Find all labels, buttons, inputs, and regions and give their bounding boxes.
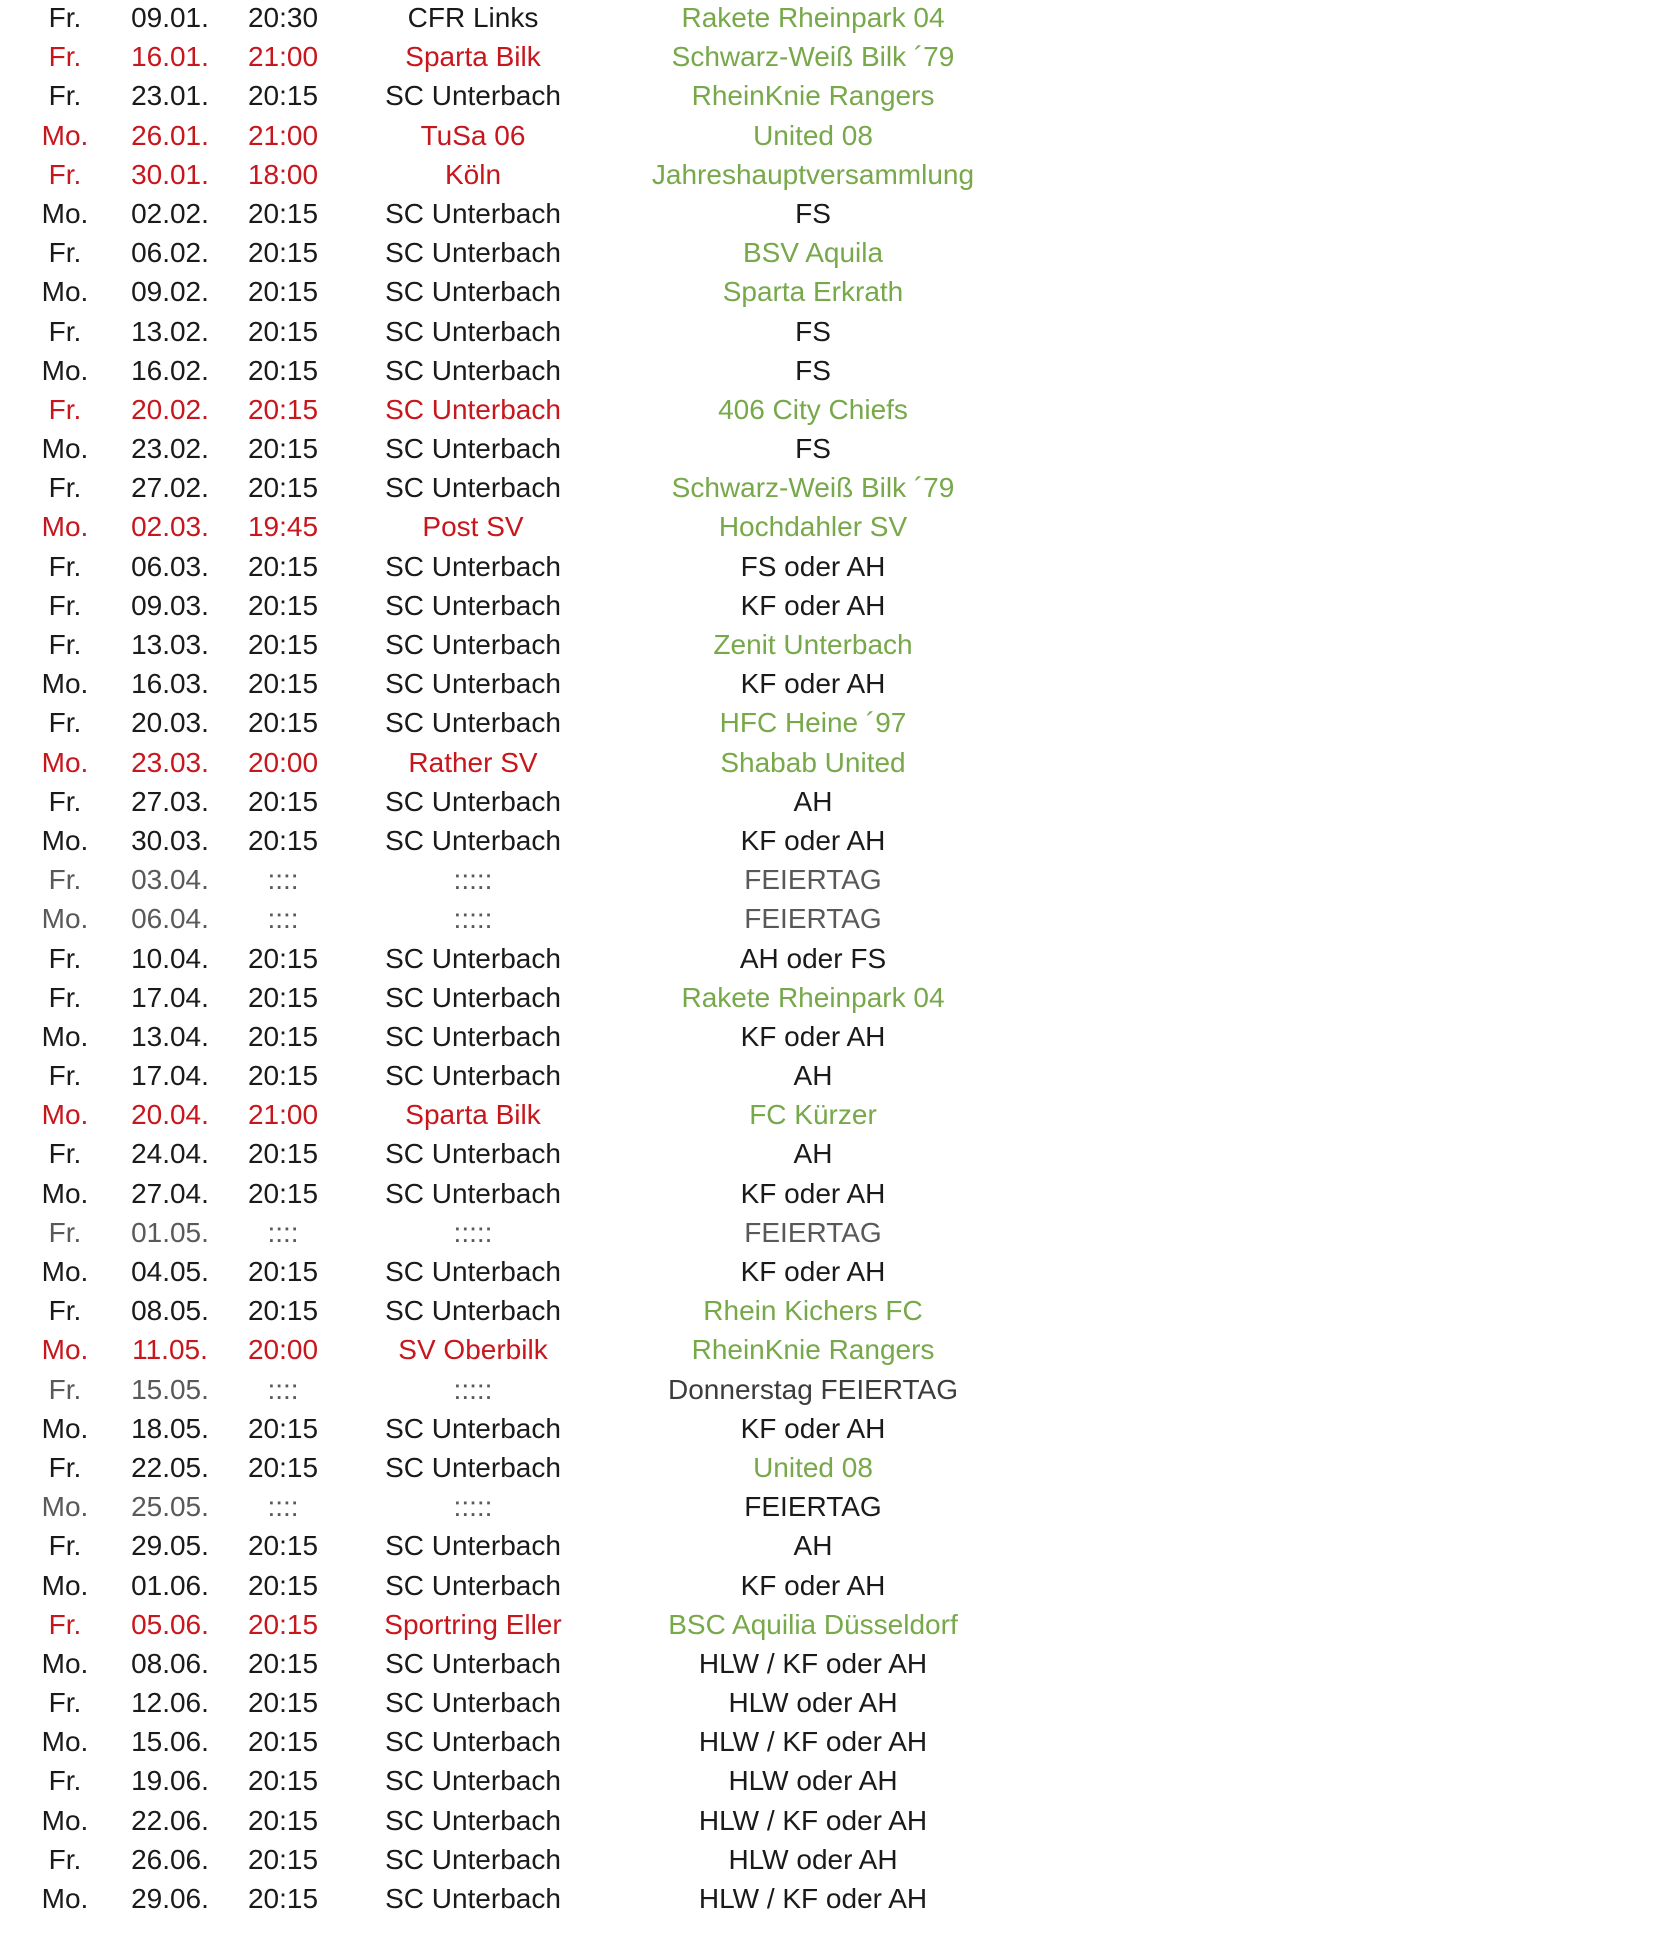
date-cell: 13.03. xyxy=(131,629,209,660)
opponent-cell: FS xyxy=(795,433,831,465)
date-cell: 30.01. xyxy=(131,158,209,190)
schedule-row xyxy=(0,627,1653,666)
date-cell: 17.04. xyxy=(131,981,209,1013)
schedule-row xyxy=(0,470,1653,509)
time-cell: 20:15 xyxy=(247,472,319,504)
opponent-cell: FC Kürzer xyxy=(749,1099,877,1131)
weekday-cell: Fr. xyxy=(48,707,82,739)
location-cell: SC Unterbach xyxy=(385,1804,561,1836)
opponent-cell: KF oder AH xyxy=(740,1177,886,1209)
schedule-row xyxy=(0,509,1653,548)
time-cell: 18:00 xyxy=(247,158,319,190)
weekday-cell: Fr. xyxy=(48,1530,82,1562)
location-cell: SC Unterbach xyxy=(385,1177,561,1209)
weekday-cell: Mo. xyxy=(41,1569,89,1601)
date-cell: 22.06. xyxy=(131,1804,209,1836)
location-cell: ::::: xyxy=(453,903,493,935)
schedule-row xyxy=(0,1842,1653,1881)
time-cell: 20:15 xyxy=(247,785,319,817)
time-cell: 20:15 xyxy=(247,1608,319,1640)
schedule-row xyxy=(0,862,1653,901)
opponent-cell: KF oder AH xyxy=(740,824,886,856)
weekday-cell: Mo. xyxy=(41,511,89,543)
location-cell: Sparta Bilk xyxy=(405,1099,541,1131)
opponent-cell: FS xyxy=(795,197,831,229)
weekday-cell: Fr. xyxy=(48,158,82,190)
schedule-row xyxy=(0,353,1653,392)
schedule-row xyxy=(0,235,1653,274)
schedule-row xyxy=(0,941,1653,980)
date-cell: 30.03. xyxy=(131,824,209,856)
time-cell: 21:00 xyxy=(247,119,319,151)
time-cell: 21:00 xyxy=(247,41,319,73)
date-cell: 02.02. xyxy=(131,197,209,229)
opponent-cell: HLW oder AH xyxy=(728,1765,898,1797)
date-cell: 06.03. xyxy=(131,550,209,582)
weekday-cell: Fr. xyxy=(48,864,82,896)
time-cell: 21:00 xyxy=(247,1099,319,1131)
location-cell: Rather SV xyxy=(408,746,538,778)
opponent-cell: Zenit Unterbach xyxy=(713,629,913,660)
location-cell: SC Unterbach xyxy=(385,629,561,660)
schedule-row xyxy=(0,1568,1653,1607)
date-cell: 09.02. xyxy=(131,276,209,308)
schedule-row xyxy=(0,1411,1653,1450)
opponent-cell: KF oder AH xyxy=(740,1569,886,1601)
opponent-cell: FEIERTAG xyxy=(744,1491,882,1523)
opponent-cell: HLW / KF oder AH xyxy=(698,1804,928,1836)
time-cell: 20:15 xyxy=(247,197,319,229)
schedule-row xyxy=(0,118,1653,157)
schedule-row xyxy=(0,1450,1653,1489)
weekday-cell: Fr. xyxy=(48,41,82,73)
location-cell: SC Unterbach xyxy=(385,1020,561,1052)
opponent-cell: KF oder AH xyxy=(740,668,886,700)
opponent-cell: HLW oder AH xyxy=(728,1687,898,1719)
time-cell: 20:15 xyxy=(247,80,319,112)
time-cell: 20:00 xyxy=(247,1334,319,1366)
location-cell: SC Unterbach xyxy=(385,824,561,856)
schedule-row xyxy=(0,1254,1653,1293)
time-cell: 20:15 xyxy=(247,942,319,974)
weekday-cell: Mo. xyxy=(41,824,89,856)
time-cell: 20:15 xyxy=(247,315,319,347)
weekday-cell: Fr. xyxy=(48,2,82,33)
opponent-cell: BSC Aquilia Düsseldorf xyxy=(668,1608,958,1640)
opponent-cell: RheinKnie Rangers xyxy=(691,80,935,112)
time-cell: 20:15 xyxy=(247,824,319,856)
location-cell: SC Unterbach xyxy=(385,1295,561,1327)
opponent-cell: FEIERTAG xyxy=(744,864,882,896)
location-cell: SC Unterbach xyxy=(385,1451,561,1483)
time-cell: :::: xyxy=(267,903,299,935)
weekday-cell: Fr. xyxy=(48,942,82,974)
time-cell: 20:15 xyxy=(247,1412,319,1444)
opponent-cell: KF oder AH xyxy=(740,589,886,621)
schedule-row xyxy=(0,157,1653,196)
location-cell: SC Unterbach xyxy=(385,1569,561,1601)
date-cell: 29.05. xyxy=(131,1530,209,1562)
time-cell: 20:15 xyxy=(247,1569,319,1601)
location-cell: SC Unterbach xyxy=(385,80,561,112)
weekday-cell: Mo. xyxy=(41,1099,89,1131)
weekday-cell: Mo. xyxy=(41,276,89,308)
location-cell: SC Unterbach xyxy=(385,1060,561,1092)
date-cell: 15.06. xyxy=(131,1726,209,1758)
date-cell: 23.03. xyxy=(131,746,209,778)
schedule-row xyxy=(0,1372,1653,1411)
location-cell: Post SV xyxy=(422,511,524,543)
time-cell: 20:15 xyxy=(247,393,319,425)
opponent-cell: FS oder AH xyxy=(740,550,886,582)
opponent-cell: Schwarz-Weiß Bilk ´79 xyxy=(671,41,955,73)
schedule-row xyxy=(0,980,1653,1019)
opponent-cell: AH xyxy=(793,1138,833,1170)
opponent-cell: AH xyxy=(793,1060,833,1092)
location-cell: CFR Links xyxy=(407,2,539,33)
date-cell: 22.05. xyxy=(131,1451,209,1483)
weekday-cell: Fr. xyxy=(48,1765,82,1797)
opponent-cell: Rakete Rheinpark 04 xyxy=(681,2,945,33)
weekday-cell: Fr. xyxy=(48,1451,82,1483)
location-cell: SC Unterbach xyxy=(385,785,561,817)
opponent-cell: HLW / KF oder AH xyxy=(698,1647,928,1679)
opponent-cell: KF oder AH xyxy=(740,1256,886,1287)
opponent-cell: BSV Aquila xyxy=(742,237,884,269)
opponent-cell: United 08 xyxy=(753,119,873,151)
location-cell: SC Unterbach xyxy=(385,237,561,269)
opponent-cell: KF oder AH xyxy=(740,1020,886,1052)
weekday-cell: Mo. xyxy=(41,903,89,935)
schedule-row xyxy=(0,1332,1653,1371)
date-cell: 16.01. xyxy=(131,41,209,73)
schedule-row xyxy=(0,1097,1653,1136)
date-cell: 25.05. xyxy=(131,1491,209,1523)
time-cell: 20:15 xyxy=(247,1647,319,1679)
location-cell: Sparta Bilk xyxy=(405,41,541,73)
time-cell: 20:15 xyxy=(247,1726,319,1758)
schedule-row xyxy=(0,1215,1653,1254)
location-cell: ::::: xyxy=(453,1216,493,1248)
weekday-cell: Fr. xyxy=(48,550,82,582)
weekday-cell: Mo. xyxy=(41,1726,89,1758)
date-cell: 06.04. xyxy=(131,903,209,935)
date-cell: 02.03. xyxy=(131,511,209,543)
date-cell: 12.06. xyxy=(131,1687,209,1719)
time-cell: 20:30 xyxy=(247,2,319,33)
schedule-row xyxy=(0,705,1653,744)
date-cell: 01.05. xyxy=(131,1216,209,1248)
schedule-row xyxy=(0,1176,1653,1215)
schedule-row xyxy=(0,1019,1653,1058)
date-cell: 08.05. xyxy=(131,1295,209,1327)
time-cell: 20:15 xyxy=(247,707,319,739)
opponent-cell: Shabab United xyxy=(720,746,906,778)
weekday-cell: Fr. xyxy=(48,629,82,660)
schedule-row xyxy=(0,196,1653,235)
schedule-row xyxy=(0,1607,1653,1646)
weekday-cell: Fr. xyxy=(48,1373,82,1405)
weekday-cell: Mo. xyxy=(41,354,89,386)
opponent-cell: Schwarz-Weiß Bilk ´79 xyxy=(671,472,955,504)
date-cell: 11.05. xyxy=(132,1334,208,1366)
date-cell: 13.04. xyxy=(131,1020,209,1052)
opponent-cell: HLW oder AH xyxy=(728,1843,898,1875)
date-cell: 27.04. xyxy=(131,1177,209,1209)
schedule-row xyxy=(0,1136,1653,1175)
weekday-cell: Fr. xyxy=(48,589,82,621)
location-cell: SC Unterbach xyxy=(385,1687,561,1719)
date-cell: 01.06. xyxy=(131,1569,209,1601)
weekday-cell: Fr. xyxy=(48,472,82,504)
opponent-cell: HFC Heine ´97 xyxy=(719,707,907,739)
weekday-cell: Fr. xyxy=(48,393,82,425)
weekday-cell: Fr. xyxy=(48,785,82,817)
date-cell: 09.01. xyxy=(131,2,209,33)
location-cell: SC Unterbach xyxy=(385,707,561,739)
time-cell: 20:15 xyxy=(247,1451,319,1483)
location-cell: SC Unterbach xyxy=(385,589,561,621)
time-cell: 20:15 xyxy=(247,668,319,700)
location-cell: SC Unterbach xyxy=(385,433,561,465)
weekday-cell: Mo. xyxy=(41,1491,89,1523)
schedule-row xyxy=(0,431,1653,470)
schedule-row xyxy=(0,0,1653,39)
location-cell: SC Unterbach xyxy=(385,981,561,1013)
time-cell: 20:15 xyxy=(247,1804,319,1836)
time-cell: 20:15 xyxy=(247,1256,319,1287)
date-cell: 26.01. xyxy=(131,119,209,151)
location-cell: SC Unterbach xyxy=(385,1256,561,1287)
location-cell: SC Unterbach xyxy=(385,197,561,229)
weekday-cell: Mo. xyxy=(41,746,89,778)
opponent-cell: AH oder FS xyxy=(739,942,887,974)
opponent-cell: KF oder AH xyxy=(740,1412,886,1444)
opponent-cell: AH xyxy=(793,785,833,817)
opponent-cell: RheinKnie Rangers xyxy=(691,1334,935,1366)
date-cell: 16.03. xyxy=(131,668,209,700)
location-cell: SC Unterbach xyxy=(385,942,561,974)
location-cell: SC Unterbach xyxy=(385,1843,561,1875)
opponent-cell: Donnerstag FEIERTAG xyxy=(668,1373,958,1405)
weekday-cell: Mo. xyxy=(41,1177,89,1209)
location-cell: Sportring Eller xyxy=(384,1608,562,1640)
time-cell: 20:15 xyxy=(247,1687,319,1719)
time-cell: 20:15 xyxy=(247,1530,319,1562)
opponent-cell: Hochdahler SV xyxy=(718,511,908,543)
time-cell: 20:15 xyxy=(247,629,319,660)
location-cell: SC Unterbach xyxy=(385,1530,561,1562)
time-cell: 20:15 xyxy=(247,1020,319,1052)
location-cell: ::::: xyxy=(453,1491,493,1523)
location-cell: SC Unterbach xyxy=(385,1765,561,1797)
date-cell: 23.02. xyxy=(131,433,209,465)
time-cell: :::: xyxy=(267,1373,299,1405)
time-cell: 20:15 xyxy=(247,550,319,582)
weekday-cell: Mo. xyxy=(41,1647,89,1679)
schedule-row xyxy=(0,1058,1653,1097)
weekday-cell: Fr. xyxy=(48,1843,82,1875)
weekday-cell: Fr. xyxy=(48,981,82,1013)
date-cell: 04.05. xyxy=(131,1256,209,1287)
date-cell: 03.04. xyxy=(131,864,209,896)
schedule-row xyxy=(0,39,1653,78)
schedule-row xyxy=(0,588,1653,627)
opponent-cell: HLW / KF oder AH xyxy=(698,1726,928,1758)
weekday-cell: Fr. xyxy=(48,1060,82,1092)
date-cell: 20.03. xyxy=(131,707,209,739)
location-cell: SV Oberbilk xyxy=(398,1334,548,1366)
location-cell: ::::: xyxy=(453,1373,493,1405)
time-cell: :::: xyxy=(267,1491,299,1523)
opponent-cell: AH xyxy=(793,1530,833,1562)
location-cell: ::::: xyxy=(453,864,493,896)
date-cell: 18.05. xyxy=(131,1412,209,1444)
schedule-row xyxy=(0,1881,1653,1920)
date-cell: 20.02. xyxy=(131,393,209,425)
weekday-cell: Fr. xyxy=(48,315,82,347)
schedule-row xyxy=(0,1724,1653,1763)
schedule-row xyxy=(0,78,1653,117)
location-cell: SC Unterbach xyxy=(385,276,561,308)
schedule-row xyxy=(0,314,1653,353)
location-cell: SC Unterbach xyxy=(385,1647,561,1679)
date-cell: 10.04. xyxy=(131,942,209,974)
opponent-cell: FS xyxy=(795,354,831,386)
location-cell: SC Unterbach xyxy=(385,315,561,347)
location-cell: TuSa 06 xyxy=(420,119,526,151)
time-cell: 20:15 xyxy=(247,981,319,1013)
opponent-cell: FEIERTAG xyxy=(744,1216,882,1248)
date-cell: 26.06. xyxy=(131,1843,209,1875)
date-cell: 15.05. xyxy=(131,1373,209,1405)
weekday-cell: Mo. xyxy=(41,1334,89,1366)
time-cell: 20:15 xyxy=(247,276,319,308)
time-cell: 20:15 xyxy=(247,1883,319,1914)
time-cell: 20:15 xyxy=(247,433,319,465)
weekday-cell: Fr. xyxy=(48,1216,82,1248)
time-cell: 20:15 xyxy=(247,1765,319,1797)
opponent-cell: Jahreshauptversammlung xyxy=(651,158,975,190)
schedule-row xyxy=(0,1646,1653,1685)
opponent-cell: FS xyxy=(795,315,831,347)
opponent-cell: HLW / KF oder AH xyxy=(698,1883,928,1914)
schedule-row xyxy=(0,745,1653,784)
time-cell: 20:15 xyxy=(247,354,319,386)
schedule-row xyxy=(0,274,1653,313)
time-cell: 19:45 xyxy=(247,511,319,543)
weekday-cell: Mo. xyxy=(41,433,89,465)
schedule-row xyxy=(0,666,1653,705)
schedule-row xyxy=(0,901,1653,940)
weekday-cell: Mo. xyxy=(41,1883,89,1914)
schedule-row xyxy=(0,1685,1653,1724)
location-cell: SC Unterbach xyxy=(385,1138,561,1170)
location-cell: SC Unterbach xyxy=(385,550,561,582)
date-cell: 06.02. xyxy=(131,237,209,269)
date-cell: 05.06. xyxy=(131,1608,209,1640)
opponent-cell: Sparta Erkrath xyxy=(722,276,904,308)
weekday-cell: Fr. xyxy=(48,80,82,112)
date-cell: 27.02. xyxy=(131,472,209,504)
schedule-row xyxy=(0,823,1653,862)
date-cell: 29.06. xyxy=(131,1883,209,1914)
weekday-cell: Fr. xyxy=(48,1138,82,1170)
weekday-cell: Mo. xyxy=(41,119,89,151)
time-cell: :::: xyxy=(267,1216,299,1248)
schedule-row xyxy=(0,1293,1653,1332)
date-cell: 27.03. xyxy=(131,785,209,817)
weekday-cell: Mo. xyxy=(41,197,89,229)
opponent-cell: Rhein Kichers FC xyxy=(703,1295,923,1327)
location-cell: SC Unterbach xyxy=(385,1726,561,1758)
date-cell: 16.02. xyxy=(131,354,209,386)
opponent-cell: FEIERTAG xyxy=(744,903,882,935)
weekday-cell: Mo. xyxy=(41,668,89,700)
weekday-cell: Mo. xyxy=(41,1804,89,1836)
time-cell: 20:15 xyxy=(247,1843,319,1875)
date-cell: 08.06. xyxy=(131,1647,209,1679)
weekday-cell: Fr. xyxy=(48,1687,82,1719)
weekday-cell: Fr. xyxy=(48,237,82,269)
schedule-row xyxy=(0,1489,1653,1528)
date-cell: 19.06. xyxy=(131,1765,209,1797)
location-cell: SC Unterbach xyxy=(385,1412,561,1444)
time-cell: 20:15 xyxy=(247,589,319,621)
date-cell: 13.02. xyxy=(131,315,209,347)
time-cell: :::: xyxy=(267,864,299,896)
schedule-row xyxy=(0,549,1653,588)
weekday-cell: Mo. xyxy=(41,1256,89,1287)
location-cell: Köln xyxy=(444,158,502,190)
date-cell: 17.04. xyxy=(131,1060,209,1092)
location-cell: SC Unterbach xyxy=(385,1883,561,1914)
opponent-cell: Rakete Rheinpark 04 xyxy=(681,981,945,1013)
time-cell: 20:15 xyxy=(247,1060,319,1092)
time-cell: 20:00 xyxy=(247,746,319,778)
location-cell: SC Unterbach xyxy=(385,393,561,425)
time-cell: 20:15 xyxy=(247,1295,319,1327)
schedule-row xyxy=(0,1763,1653,1802)
time-cell: 20:15 xyxy=(247,237,319,269)
location-cell: SC Unterbach xyxy=(385,354,561,386)
schedule-row xyxy=(0,1803,1653,1842)
date-cell: 09.03. xyxy=(131,589,209,621)
date-cell: 24.04. xyxy=(131,1138,209,1170)
weekday-cell: Fr. xyxy=(48,1295,82,1327)
location-cell: SC Unterbach xyxy=(385,472,561,504)
weekday-cell: Fr. xyxy=(48,1608,82,1640)
schedule-row xyxy=(0,392,1653,431)
opponent-cell: United 08 xyxy=(753,1451,873,1483)
date-cell: 23.01. xyxy=(131,80,209,112)
schedule-row xyxy=(0,784,1653,823)
date-cell: 20.04. xyxy=(131,1099,209,1131)
weekday-cell: Mo. xyxy=(41,1020,89,1052)
opponent-cell: 406 City Chiefs xyxy=(718,393,908,425)
schedule-row xyxy=(0,1528,1653,1567)
time-cell: 20:15 xyxy=(247,1177,319,1209)
time-cell: 20:15 xyxy=(247,1138,319,1170)
weekday-cell: Mo. xyxy=(41,1412,89,1444)
location-cell: SC Unterbach xyxy=(385,668,561,700)
